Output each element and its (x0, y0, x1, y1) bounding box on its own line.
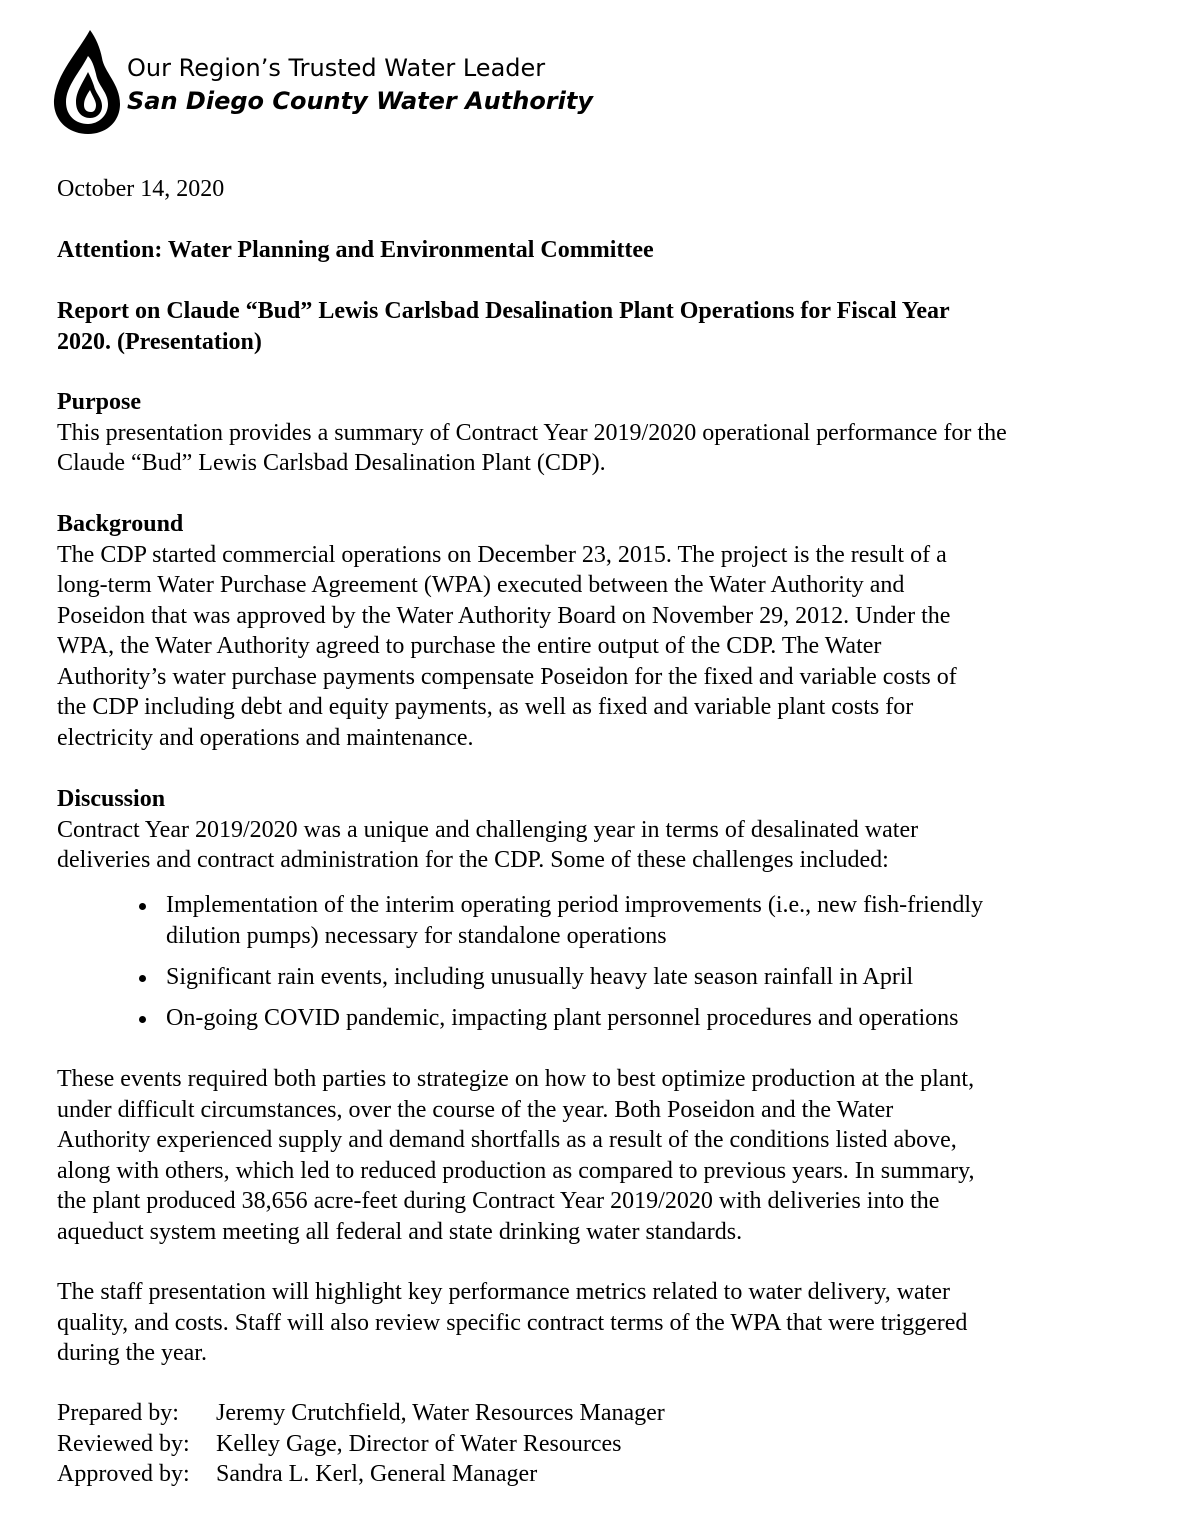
purpose-heading: Purpose (57, 389, 141, 415)
background-line: The CDP started commercial operations on December 23, 2015. The project is the result of a (57, 541, 947, 568)
list-item (57, 1003, 1137, 1034)
background-line: electricity and operations and maintenance. (57, 724, 474, 751)
signature-row-reviewed (57, 1429, 665, 1460)
background-line: Authority’s water purchase payments compensate Poseidon for the fixed and variable costs of (57, 663, 957, 690)
bullet-line: On-going COVID pandemic, impacting plant personnel procedures and operations (166, 1004, 959, 1031)
bullet-line: Significant rain events, including unusually heavy late season rainfall in April (166, 963, 914, 990)
water-drop-logo-icon (50, 28, 122, 136)
signature-block (57, 1398, 665, 1490)
bullet-icon (139, 1016, 146, 1023)
paragraph-line: during the year. (57, 1340, 207, 1366)
background-section (57, 509, 1137, 753)
discussion-line: deliveries and contract administration for the CDP. Some of these challenges included: (57, 847, 889, 873)
signature-value: Sandra L. Kerl, General Manager (216, 1461, 538, 1487)
bullet-icon (139, 903, 146, 910)
paragraph-line: Authority experienced supply and demand shortfalls as a result of the conditions listed above, (57, 1127, 957, 1153)
list-item (57, 890, 1137, 951)
paragraph-line: These events required both parties to strategize on how to best optimize production at the plant, (57, 1066, 975, 1092)
paragraph-line: The staff presentation will highlight key performance metrics related to water delivery, water (57, 1279, 950, 1305)
title-line: 2020. (Presentation) (57, 328, 262, 355)
bullet-icon (139, 975, 146, 982)
background-heading: Background (57, 511, 184, 537)
letter-date: October 14, 2020 (57, 176, 225, 202)
paragraph-line: along with others, which led to reduced production as compared to previous years. In summary, (57, 1157, 975, 1184)
letterhead-logo (50, 28, 630, 138)
signature-value: Kelley Gage, Director of Water Resources (216, 1430, 622, 1457)
paragraph-line: under difficult circumstances, over the course of the year. Both Poseidon and the Water (57, 1096, 894, 1123)
signature-label: Reviewed by: (57, 1430, 190, 1457)
bullet-line: dilution pumps) necessary for standalone operations (166, 922, 667, 949)
paragraph-line: the plant produced 38,656 acre-feet during Contract Year 2019/2020 with deliveries into the (57, 1188, 940, 1214)
signature-row-prepared (57, 1398, 665, 1429)
background-line: long-term Water Purchase Agreement (WPA) executed between the Water Authority and (57, 572, 905, 598)
challenges-list (57, 890, 1137, 1044)
list-item (57, 962, 1137, 993)
background-line: WPA, the Water Authority agreed to purchase the entire output of the CDP. The Water (57, 633, 882, 659)
signature-label: Approved by: (57, 1461, 190, 1487)
bullet-line: Implementation of the interim operating period improvements (i.e., new fish-friendly (166, 892, 984, 918)
background-line: the CDP including debt and equity payments, as well as fixed and variable plant costs for (57, 694, 914, 720)
discussion-paragraph-3 (57, 1277, 1137, 1369)
purpose-line: Claude “Bud” Lewis Carlsbad Desalination Plant (CDP). (57, 450, 606, 476)
title-line: Report on Claude “Bud” Lewis Carlsbad Desalination Plant Operations for Fiscal Year (57, 298, 950, 324)
logo-org-name: San Diego County Water Authority (127, 87, 593, 115)
signature-value: Jeremy Crutchfield, Water Resources Manager (216, 1400, 665, 1426)
paragraph-line: aqueduct system meeting all federal and state drinking water standards. (57, 1218, 743, 1245)
purpose-line: This presentation provides a summary of Contract Year 2019/2020 operational performance for the (57, 419, 1007, 446)
discussion-paragraph-2 (57, 1064, 1137, 1247)
discussion-line: Contract Year 2019/2020 was a unique and challenging year in terms of desalinated water (57, 816, 919, 843)
signature-row-approved (57, 1459, 665, 1490)
discussion-section (57, 784, 1137, 876)
background-line: Poseidon that was approved by the Water Authority Board on November 29, 2012. Under the (57, 602, 951, 629)
attention-line: Attention: Water Planning and Environmental Committee (57, 237, 654, 263)
signature-label: Prepared by: (57, 1400, 179, 1426)
report-title (57, 296, 1057, 357)
purpose-section (57, 387, 1137, 479)
logo-tagline: Our Region’s Trusted Water Leader (127, 54, 546, 82)
paragraph-line: quality, and costs. Staff will also review specific contract terms of the WPA that were triggered (57, 1309, 968, 1336)
discussion-heading: Discussion (57, 786, 166, 812)
